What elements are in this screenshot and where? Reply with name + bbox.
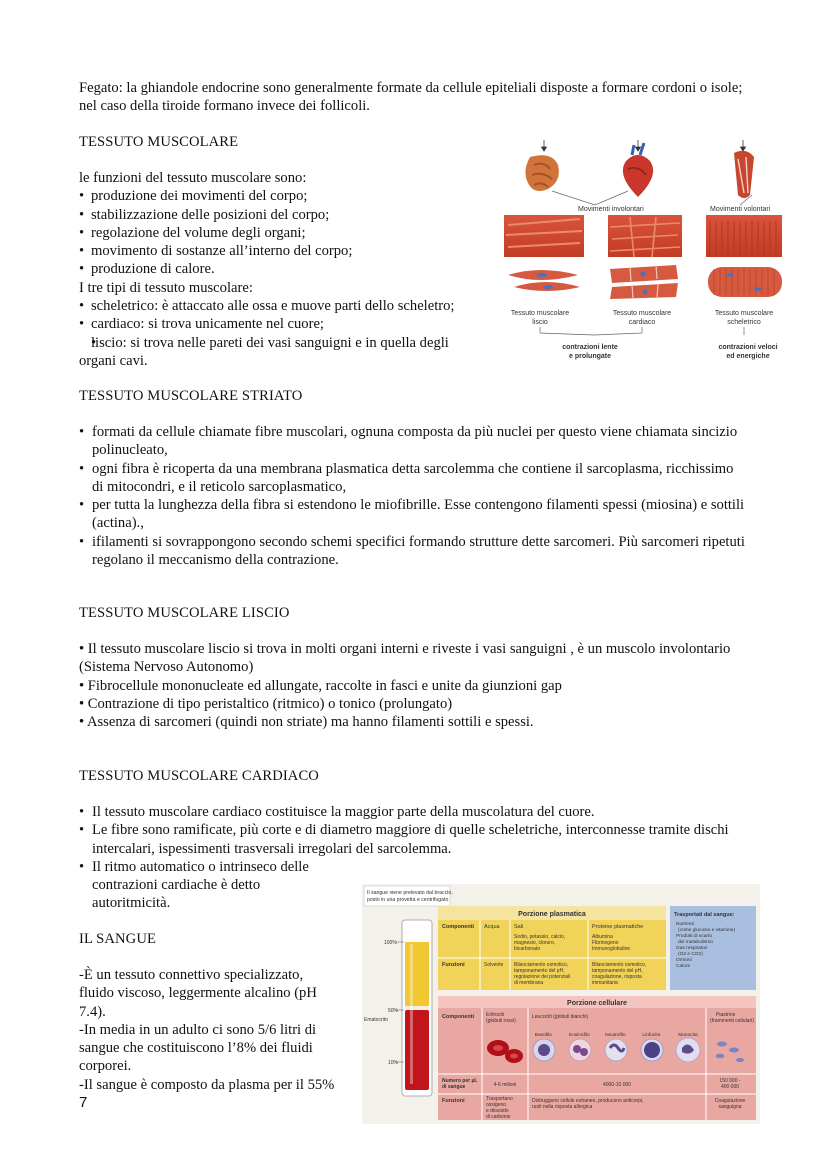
transport-list: Nutrienti (come glucosio e vitamine) Prodotti di scarto del metabolismo Gas respiratori (O2 e CO2) Ormoni Calore: [676, 922, 736, 969]
tube-label-100: 100%: [384, 940, 397, 946]
cardiac-cell-drawing: [610, 265, 678, 299]
cell-row-components: Componenti: [442, 1014, 475, 1020]
label-slow-contractions: contrazioni lente e prolungate: [562, 344, 618, 360]
muscle-types-list: [79, 297, 479, 370]
list-item: • ogni fibra è ricoperta da una membrana plasmatica detta sarcolemma che contiene il sarcoplasma, ricchissimo di mitocondri, e il reticolo sarcoplasmatico,: [79, 460, 747, 497]
label-cardiac-tissue: Tessuto muscolare cardiaco: [612, 310, 672, 326]
page-number: 7: [79, 1094, 88, 1111]
plasma-row-functions: Funzioni: [442, 962, 465, 968]
plasma-col-salts: Sali: [514, 924, 524, 930]
plasma-proteins-function: Bilanciamento osmotico, tamponamento del pH, coagulazione, risposta immunitaria: [592, 962, 647, 986]
plasma-col-proteins: Proteine plasmatiche: [592, 924, 644, 930]
heading-blood: IL SANGUE: [79, 931, 156, 947]
list-item: • produzione dei movimenti del corpo;: [79, 187, 479, 205]
rbc-count: 4-6 milioni: [493, 1082, 517, 1088]
list-item: • liscio: si trova nelle pareti dei vasi sanguigni e in quella degli organi cavi.: [79, 334, 467, 371]
smooth-list: [79, 640, 747, 731]
list-item: • • Il tessuto muscolare liscio si trova in molti organi interni e riveste i vasi sanguigni , è un muscolo involontario (Sistema Nervoso Autonomo): [79, 640, 747, 677]
tube-label-hematocrit: Ematocrito: [364, 1017, 388, 1023]
wbc-count: 4000-10 000: [602, 1082, 632, 1088]
plasma-col-water: Acqua: [484, 924, 500, 930]
blood-line: -Il sangue è composto da plasma per il 55%: [79, 1076, 335, 1093]
list-item: • Il tessuto muscolare cardiaco costituisce la maggior parte della muscolatura del cuore.: [79, 803, 747, 821]
list-item: • formati da cellule chiamate fibre muscolari, ognuna composta da più nuclei per questo viene chiamata sincizio polinucleato,: [79, 423, 747, 460]
list-item: • movimento di sostanze all’interno del corpo;: [79, 242, 479, 260]
leukocyte-types: Basofilo Eosinofilo Neutrofilo Linfocita Monocita: [534, 1033, 698, 1038]
cell-portion-title: Porzione cellulare: [567, 1000, 627, 1007]
label-voluntary-movements: Movimenti volontari: [710, 206, 771, 213]
platelet-function: Coagulazione sanguigna: [714, 1098, 746, 1110]
blood-line: 7.4).: [79, 1003, 106, 1020]
leukocytes-label: Leucociti (globuli bianchi): [532, 1014, 589, 1020]
heading-muscle-tissue: TESSUTO MUSCOLARE: [79, 134, 239, 150]
heading-cardiac-muscle: TESSUTO MUSCOLARE CARDIACO: [79, 768, 319, 784]
plasma-proteins-list: Albumina Fibrinogeno Immunoglobuline: [592, 934, 631, 952]
list-item: • regolazione del volume degli organi;: [79, 224, 479, 242]
label-involuntary-movements: Movimenti involontari: [578, 206, 644, 213]
label-smooth-tissue: Tessuto muscolare liscio: [510, 310, 570, 326]
erythrocytes-label: Eritrociti (globuli rossi): [486, 1012, 516, 1024]
plasma-water-function: Solvente: [484, 962, 504, 968]
plasma-salts-list: Sodio, potassio, calcio, magnesio, cloruro, bicarbonato: [514, 934, 566, 952]
tube-label-50: 50%: [388, 1008, 399, 1014]
muscle-types-figure: [500, 135, 790, 375]
platelets-label: Piastrine (frammenti cellulari): [710, 1012, 754, 1024]
muscle-functions-list: [79, 187, 479, 278]
list-item: • per tutta la lunghezza della fibra si estendono le miofibrille. Esse contengono filamenti spessi (miosina) e sottili (actina).,: [79, 496, 747, 533]
blood-line: fluido viscoso, leggermente alcalino (pH: [79, 985, 317, 1002]
intestine-icon: [525, 155, 558, 191]
rbc-function: Trasportano ossigeno e diossido di carbonio: [486, 1096, 513, 1120]
plasma-portion-title: Porzione plasmatica: [518, 911, 586, 918]
label-fast-contractions: contrazioni veloci ed energiche: [718, 344, 778, 360]
test-tube: [402, 920, 432, 1096]
list-item: • Le fibre sono ramificate, più corte e di diametro maggiore di quelle scheletriche, interconnesse tramite dischi intercalari, ispessimenti trasversali irregolari del sarcolemma.: [79, 821, 747, 858]
striated-list: [79, 423, 747, 569]
skeletal-muscle-icon: [734, 151, 754, 198]
intro-paragraph: Fegato: la ghiandole endocrine sono generalmente formate da cellule epiteliali disposte a formare cordoni o isole; nel caso della tiroide formano invece dei follicoli.: [79, 80, 743, 115]
heading-smooth-muscle: TESSUTO MUSCOLARE LISCIO: [79, 605, 290, 621]
muscle-functions-lead: le funzioni del tessuto muscolare sono:: [79, 170, 307, 186]
blood-composition-figure: [362, 884, 760, 1124]
cell-row-functions: Funzioni: [442, 1098, 465, 1104]
blood-line: corporei.: [79, 1058, 132, 1075]
list-item: • cardiaco: si trova unicamente nel cuore;: [79, 315, 479, 333]
label-skeletal-tissue: Tessuto muscolare scheletrico: [714, 310, 774, 326]
skeletal-tissue-micrograph: [706, 215, 782, 257]
list-item: • produzione di calore.: [79, 260, 479, 278]
list-item: • stabilizzazione delle posizioni del corpo;: [79, 206, 479, 224]
cell-row-count: Numero per µL di sangue: [442, 1078, 478, 1090]
platelet-count: 150 000 -400 000: [719, 1078, 741, 1090]
skeletal-cell-drawing: [708, 267, 782, 297]
heading-striated-muscle: TESSUTO MUSCOLARE STRIATO: [79, 388, 303, 404]
smooth-cell-drawing: [508, 270, 580, 291]
blood-paragraph: [79, 966, 359, 1094]
blood-line: -In media in un adulto ci sono 5/6 litri di: [79, 1021, 317, 1038]
tube-label-10: 10%: [388, 1060, 399, 1066]
list-item: • ifilamenti si sovrappongono secondo schemi specifici formando strutture dette sarcomeri. Più sarcomeri ripetuti regolano il meccanismo della contrazione.: [79, 533, 747, 570]
list-item: • • Fibrocellule mononucleate ed allungate, raccolte in fasci e unite da giunzioni gap: [79, 677, 747, 695]
blood-sample-note: Il sangue viene prelevato dal braccio, posto in una provetta e centrifugato: [367, 890, 453, 903]
muscle-functions-block: [79, 169, 479, 370]
list-item: • • Contrazione di tipo peristaltico (ritmico) o tonico (prolungato): [79, 695, 747, 713]
blood-line: -È un tessuto connettivo specializzato,: [79, 967, 304, 983]
blood-line: sangue che costituiscono l’8% dei fluidi: [79, 1040, 313, 1057]
muscle-types-lead: I tre tipi di tessuto muscolare:: [79, 279, 253, 296]
transport-title: Trasportati dal sangue:: [674, 912, 735, 918]
list-item: • • Assenza di sarcomeri (quindi non striate) ma hanno filamenti sottili e spessi.: [79, 713, 747, 731]
plasma-salts-function: Bilanciamento osmotico, tamponamento del pH, regolazione dei potenziali di membrana: [514, 962, 571, 986]
list-item: • Il ritmo automatico o intrinseco delle contrazioni cardiache è detto autoritmicità.: [79, 858, 747, 913]
plasma-row-components: Componenti: [442, 924, 475, 930]
wbc-function: Distruggono cellule estranee, producono anticorpi, ruoli nella risposta allergica: [532, 1098, 644, 1110]
list-item: • scheletrico: è attaccato alle ossa e muove parti dello scheletro;: [79, 297, 479, 315]
